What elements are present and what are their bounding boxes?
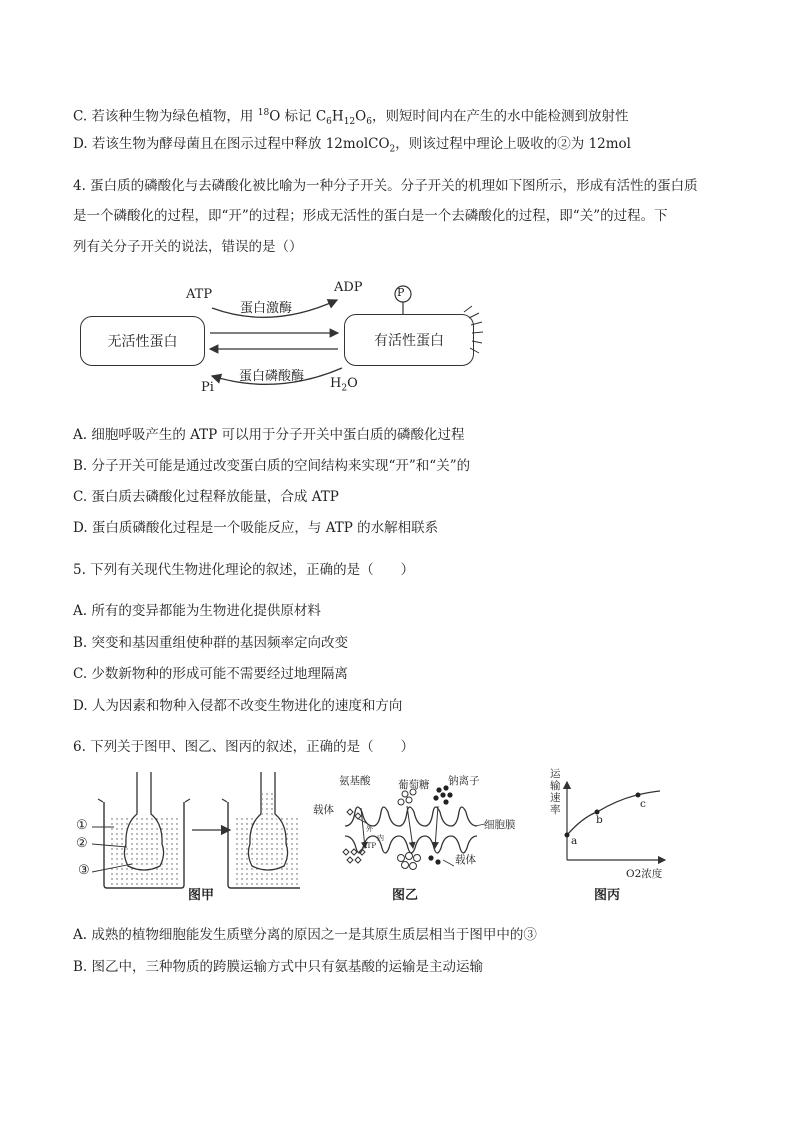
q4-stem-line3: 列有关分子开关的说法，错误的是（） <box>73 239 303 255</box>
q5-option-b: B. 突变和基因重组使种群的基因频率定向改变 <box>73 635 349 651</box>
marker-2: ② <box>76 836 88 851</box>
kinase-label: 蛋白激酶 <box>240 301 293 316</box>
figure-a-caption: 图甲 <box>188 888 215 903</box>
carrier-label-1: 载体 <box>313 804 334 816</box>
glucose-label: 葡萄糖 <box>398 779 430 791</box>
q5-option-a: A. 所有的变异都能为生物进化提供原材料 <box>73 603 321 619</box>
q4-option-c: C. 蛋白质去磷酸化过程释放能量，合成 ATP <box>73 489 339 505</box>
membrane-label: 细胞膜 <box>484 819 516 831</box>
q4-option-b: B. 分子开关可能是通过改变蛋白质的空间结构来实现“开”和“关”的 <box>73 458 471 474</box>
q6-stem: 6. 下列关于图甲、图乙、图丙的叙述，正确的是（ ） <box>73 739 415 755</box>
figure-c-caption: 图丙 <box>594 888 621 903</box>
h2o-label: $H_2O$ <box>330 376 358 394</box>
phosphatase-label: 蛋白磷酸酶 <box>239 369 305 384</box>
adp-label: ADP <box>334 280 363 295</box>
active-protein-box: 有活性蛋白 <box>344 314 474 366</box>
marker-3: ③ <box>78 863 90 878</box>
q4-option-a: A. 细胞呼吸产生的 ATP 可以用于分子开关中蛋白质的磷酸化过程 <box>73 427 465 443</box>
q6-option-a: A. 成熟的植物细胞能发生质壁分离的原因之一是其原生质层相当于图甲中的③ <box>73 927 537 943</box>
marker-1: ① <box>76 818 88 833</box>
pi-label: Pi <box>201 380 214 395</box>
inside-label: 内 <box>377 834 384 842</box>
amino-acid-label: 氨基酸 <box>339 775 371 787</box>
q4-stem-line2: 是一个磷酸化的过程，即“开”的过程；形成无活性的蛋白是一个去磷酸化的过程，即“关”的过程。下 <box>73 208 668 224</box>
outside-label: 外 <box>366 825 373 833</box>
point-a-label: a <box>571 835 578 847</box>
option-d-prev: D. 若该生物为酵母菌且在图示过程中释放 12molCO$_2$，则该过程中理论上吸收的②为 12mol <box>73 136 631 155</box>
atp-small-label: ATP <box>362 842 377 850</box>
figure-b-caption: 图乙 <box>392 888 419 903</box>
q5-option-d: D. 人为因素和物种入侵都不改变生物进化的速度和方向 <box>73 698 403 714</box>
phosphate-label: P <box>397 286 405 299</box>
carrier-label-2: 载体 <box>455 854 476 866</box>
q5-option-c: C. 少数新物种的形成可能不需要经过地理隔离 <box>73 666 348 682</box>
q4-option-d: D. 蛋白质磷酸化过程是一个吸能反应，与 ATP 的水解相联系 <box>73 520 439 536</box>
q5-stem: 5. 下列有关现代生物进化理论的叙述，正确的是（ ） <box>73 562 415 578</box>
point-b-label: b <box>596 814 603 826</box>
y-axis-label: 运 输 速 率 <box>550 768 561 816</box>
molecular-switch-figure <box>72 278 492 403</box>
figure-c-graph <box>555 762 705 912</box>
atp-label: ATP <box>186 287 213 302</box>
sodium-label: 钠离子 <box>448 775 480 787</box>
figure-a-osmosis <box>70 762 300 912</box>
q4-stem-line1: 4. 蛋白质的磷酸化与去磷酸化被比喻为一种分子开关。分子开关的机理如下图所示，形成有活性的蛋白质 <box>73 178 698 194</box>
inactive-protein-box: 无活性蛋白 <box>80 316 205 366</box>
point-c-label: c <box>640 798 646 810</box>
q6-option-b: B. 图乙中，三种物质的跨膜运输方式中只有氨基酸的运输是主动运输 <box>73 959 484 975</box>
option-c-prev: C. 若该种生物为绿色植物，用 $^{18}$O 标记 $C_6H_{12}O_6$，则短时间内在产生的水中能检测到放射性 <box>73 108 629 128</box>
x-axis-label: O2浓度 <box>626 868 663 880</box>
q6-figures <box>70 762 710 912</box>
